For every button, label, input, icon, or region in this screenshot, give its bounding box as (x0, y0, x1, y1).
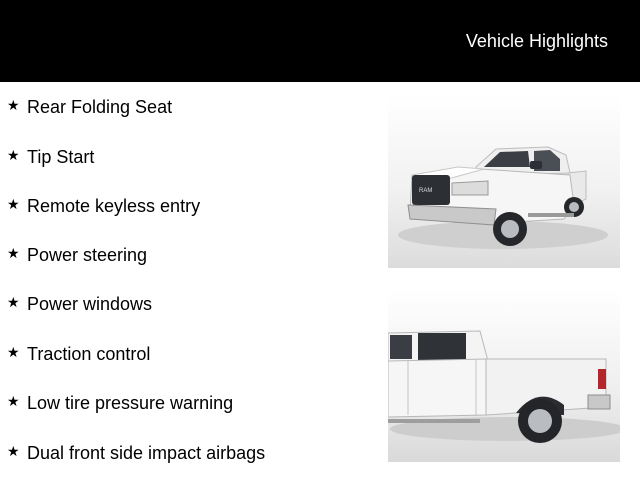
star-icon: ★ (7, 443, 20, 459)
feature-label: Power steering (27, 245, 148, 265)
list-item (7, 95, 172, 119)
list-item (7, 292, 152, 316)
list-item (7, 391, 233, 415)
feature-label: Traction control (27, 344, 151, 364)
svg-text:RAM: RAM (419, 188, 433, 194)
list-item (7, 194, 200, 218)
star-icon: ★ (7, 294, 20, 310)
star-icon: ★ (7, 147, 20, 163)
list-item (7, 145, 94, 169)
feature-label: Remote keyless entry (27, 196, 201, 216)
vehicle-photo-side (388, 289, 620, 462)
list-item (7, 342, 150, 366)
feature-label: Low tire pressure warning (27, 393, 234, 413)
feature-label: Tip Start (27, 147, 95, 167)
star-icon: ★ (7, 245, 20, 261)
vehicle-photo-front (388, 95, 620, 268)
feature-label: Power windows (27, 294, 153, 314)
list-item (7, 243, 147, 267)
star-icon: ★ (7, 196, 20, 212)
page-title: Vehicle Highlights (465, 31, 608, 51)
star-icon: ★ (7, 97, 20, 113)
feature-label: Dual front side impact airbags (27, 443, 266, 463)
star-icon: ★ (7, 344, 20, 360)
star-icon: ★ (7, 393, 20, 409)
feature-label: Rear Folding Seat (27, 97, 173, 117)
list-item (7, 441, 265, 465)
